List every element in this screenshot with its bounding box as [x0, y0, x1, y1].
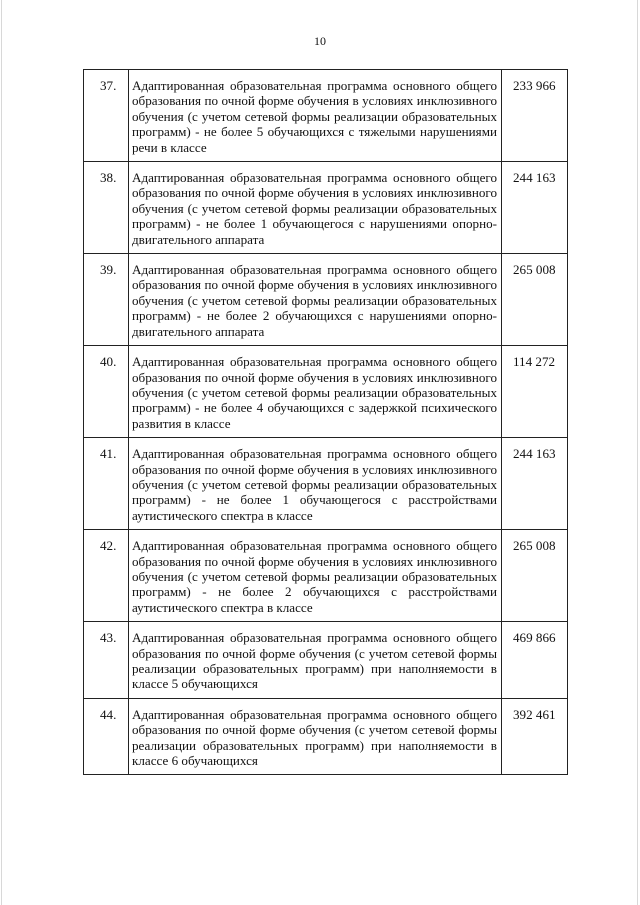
- cost-value: 265 008: [502, 254, 568, 346]
- row-number: 39.: [84, 254, 129, 346]
- scan-edge-right: [637, 0, 638, 905]
- program-description: Адаптированная образовательная программа основного общего образования по очной форме обучения в условиях инклюзивного обучения (с учетом сетевой формы реализации образовательных программ) - не более 4 обучающихся с задержкой психического развития в классе: [129, 346, 502, 438]
- program-description: Адаптированная образовательная программа основного общего образования по очной форме обучения в условиях инклюзивного обучения (с учетом сетевой формы реализации образовательных программ) - не более 2 обучающихся с расстройствами аутистического спектра в классе: [129, 530, 502, 622]
- table-row: [84, 162, 568, 254]
- cost-value: 469 866: [502, 622, 568, 699]
- program-description: Адаптированная образовательная программа основного общего образования по очной форме обучения в условиях инклюзивного обучения (с учетом сетевой формы реализации образовательных программ) - не более 2 обучающихся с нарушениями опорно-двигательного аппарата: [129, 254, 502, 346]
- table-row: [84, 438, 568, 530]
- row-number: 41.: [84, 438, 129, 530]
- row-number: 40.: [84, 346, 129, 438]
- program-description: Адаптированная образовательная программа основного общего образования по очной форме обучения в условиях инклюзивного обучения (с учетом сетевой формы реализации образовательных программ) - не более 1 обучающегося с нарушениями опорно-двигательного аппарата: [129, 162, 502, 254]
- table-row: [84, 70, 568, 162]
- table-row: [84, 530, 568, 622]
- row-number: 38.: [84, 162, 129, 254]
- program-cost-table: [83, 69, 568, 775]
- cost-value: 233 966: [502, 70, 568, 162]
- row-number: 42.: [84, 530, 129, 622]
- cost-value: 392 461: [502, 698, 568, 775]
- table-row: [84, 622, 568, 699]
- cost-value: 244 163: [502, 438, 568, 530]
- table-row: [84, 254, 568, 346]
- table-row: [84, 698, 568, 775]
- table-row: [84, 346, 568, 438]
- program-description: Адаптированная образовательная программа основного общего образования по очной форме обучения (с учетом сетевой формы реализации образовательных программ) при наполняемости в классе 6 обучающихся: [129, 698, 502, 775]
- page-number: 10: [314, 34, 326, 48]
- program-description: Адаптированная образовательная программа основного общего образования по очной форме обучения в условиях инклюзивного обучения (с учетом сетевой формы реализации образовательных программ) - не более 1 обучающегося с расстройствами аутистического спектра в классе: [129, 438, 502, 530]
- row-number: 43.: [84, 622, 129, 699]
- row-number: 44.: [84, 698, 129, 775]
- program-description: Адаптированная образовательная программа основного общего образования по очной форме обучения (с учетом сетевой формы реализации образовательных программ) при наполняемости в классе 5 обучающихся: [129, 622, 502, 699]
- scan-edge-left: [1, 0, 2, 905]
- cost-value: 244 163: [502, 162, 568, 254]
- program-description: Адаптированная образовательная программа основного общего образования по очной форме обучения в условиях инклюзивного обучения (с учетом сетевой формы реализации образовательных программ) - не более 5 обучающихся с тяжелыми нарушениями речи в классе: [129, 70, 502, 162]
- row-number: 37.: [84, 70, 129, 162]
- cost-value: 114 272: [502, 346, 568, 438]
- cost-value: 265 008: [502, 530, 568, 622]
